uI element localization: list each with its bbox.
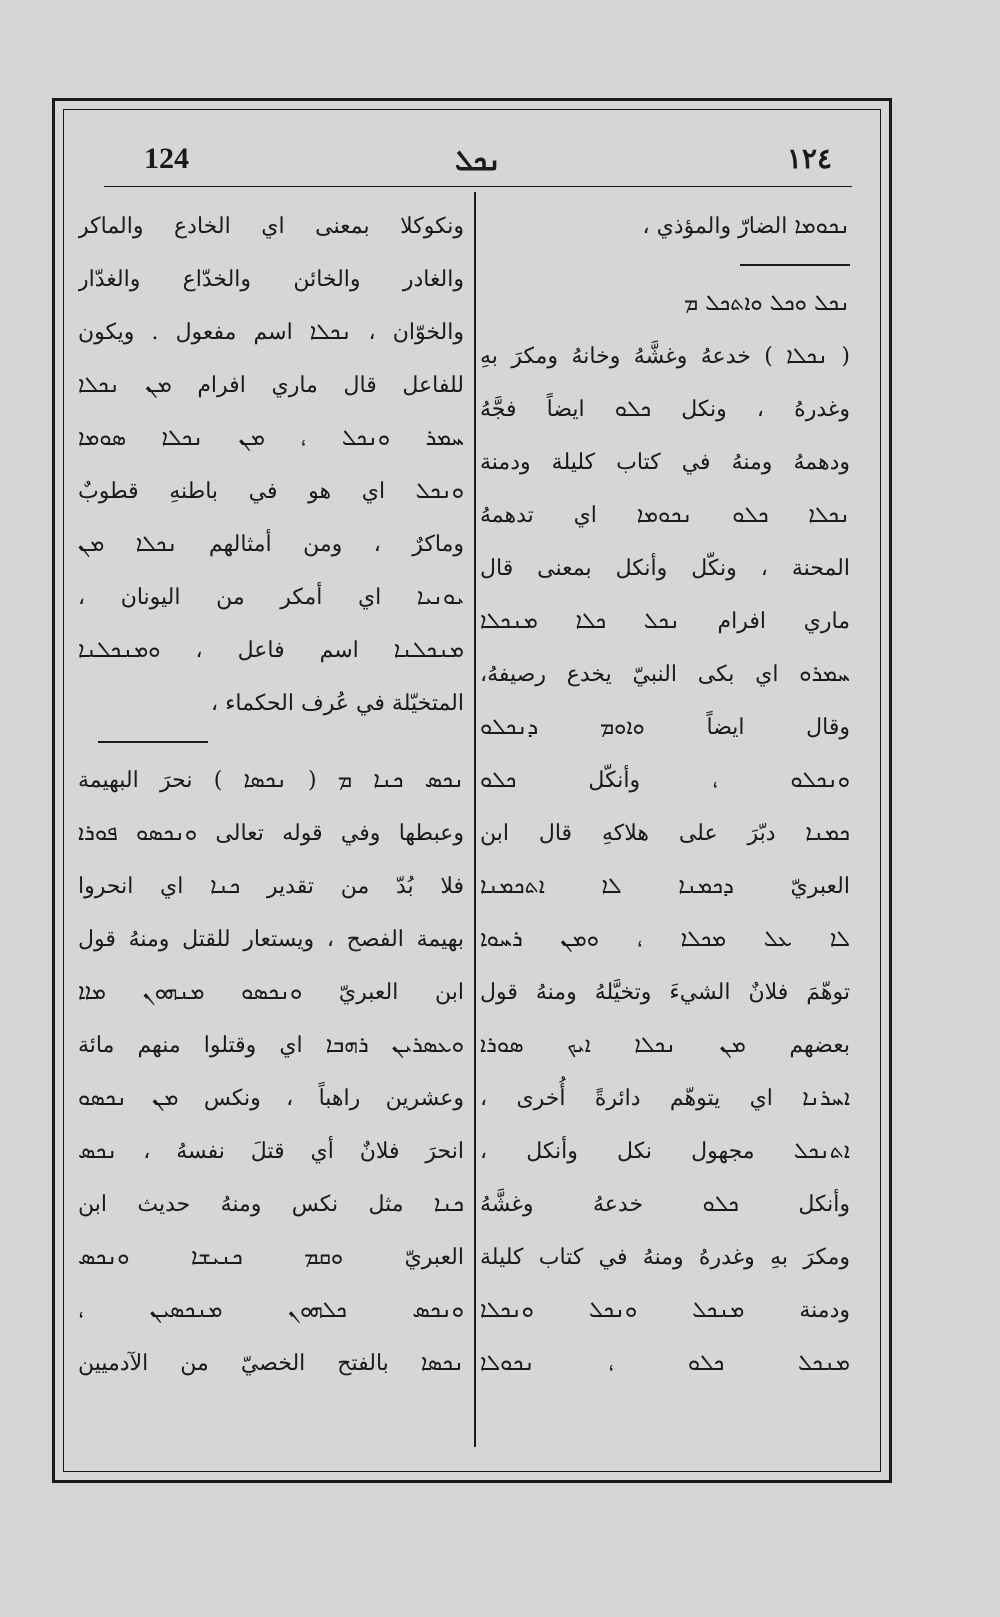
page-number-arabic: ١٢٤	[786, 142, 832, 175]
text-line: ܘܢܟܠܘ ، وأنكّل ܟܠܘ	[480, 768, 850, 793]
text-line: وغدرهُ ، ونكل ܟܠܘ ايضاً فجَّهُ	[480, 397, 850, 422]
text-line: ܡܢܟܠܢܐ اسم فاعل ، ܘܡܢܟܠܢܐ	[78, 638, 464, 663]
text-line: انحرَ فلانٌ أي قتلَ نفسهُ ، ܢܟܣ	[78, 1139, 464, 1164]
left-column	[78, 200, 464, 1447]
page-frame-inner	[63, 109, 881, 1472]
column-divider	[474, 192, 476, 1447]
text-line: ܐܚܪܢܐ اي يتوهّم دائرةً أُخرى ،	[480, 1086, 850, 1111]
text-line: فلا بُدّ من تقدير ܟܢܐ اي انحروا	[78, 874, 464, 899]
text-line: ومكرَ بهِ وغدرهُ ومنهُ في كتاب كليلة	[480, 1245, 850, 1270]
text-line: ܝܘܢܝܐ اي أمكر من اليونان ،	[78, 585, 464, 610]
text-line: ܢܟܣܐ بالفتح الخصيّ من الآدميين	[78, 1351, 464, 1376]
text-line: ܢܟܘܡܐ الضارّ والمؤذي ،	[642, 214, 850, 239]
text-line: ܟܢܐ مثل نكس ومنهُ حديث ابن	[78, 1192, 464, 1217]
text-line: ܠܐ ܥܠ ܡܟܠܐ ، ܘܡܢ ܪܚܘܐ	[480, 927, 850, 952]
entry-headword-line: ܢܟܠ ܘܟܠ ܘܐܬܟܠ ܡ	[683, 291, 850, 316]
text-line: ودمنة ܡܢܟܠ ܘܢܟܠ ܘܢܟܠܐ	[480, 1298, 850, 1323]
page-frame	[52, 98, 892, 1483]
text-line: وأنكل ܟܠܘ خدعهُ وغشَّهُ	[480, 1192, 850, 1217]
text-line: ܐܬܢܟܠ مجهول نكل وأنكل ،	[480, 1139, 850, 1164]
text-line: وعبطها وفي قوله تعالى ܘܢܟܣܘ ܦܘܪܐ	[78, 821, 464, 846]
text-line: توهّمَ فلانٌ الشيءَ وتخيَّلهُ ومنهُ قول	[480, 980, 850, 1005]
page-number-latin: 124	[144, 142, 189, 175]
text-line: والخوّان ، ܢܟܠܐ اسم مفعول . ويكون	[78, 320, 464, 345]
text-line: ܡܢܟܠ ܟܠܘ ، ܢܟܘܠܐ	[480, 1351, 850, 1376]
text-line: والغادر والخائن والخدّاع والغدّار	[78, 267, 464, 292]
text-line: ܟܡܢܐ دبّرَ على هلاكهِ قال ابن	[480, 821, 850, 846]
text-line: وماكرٌ ، ومن أمثالهم ܢܟܠܐ ܡܢ	[78, 532, 464, 557]
text-line: ܘܥܣܪܝܢ ܪܗܒܐ اي وقتلوا منهم مائة	[78, 1033, 464, 1058]
right-column	[480, 200, 850, 1447]
entry-headword-line: ܢܟܣ ܟܢܐ ܡ ( ܢܟܣܐ ) نحرَ البهيمة	[78, 768, 464, 793]
section-rule	[78, 730, 464, 754]
text-line: بهيمة الفصح ، ويستعار للقتل ومنهُ قول	[78, 927, 464, 952]
section-rule	[480, 253, 850, 277]
text-line: ܘܢܟܠ اي هو في باطنهِ قطوبٌ	[78, 479, 464, 504]
text-line: العبريّ ܕܟܡܢܐ ܠܐ ܐܬܟܡܢܐ	[480, 874, 850, 899]
text-line: ( ܢܟܠܐ ) خدعهُ وغشَّهُ وخانهُ ومكرَ بهِ	[480, 344, 850, 369]
text-line: ܢܟܠܐ ܟܠܘ ܢܟܘܡܐ اي تدهمهُ	[480, 503, 850, 528]
page-header	[104, 142, 852, 187]
text-line: وعشرين راهباً ، ونكس ܡܢ ܢܟܣܘ	[78, 1086, 464, 1111]
text-line: ونكوكلا بمعنى اي الخادع والماكر	[78, 214, 464, 239]
text-line: للفاعل قال ماري افرام ܡܢ ܢܟܠܐ	[78, 373, 464, 398]
text-line: ودهمهُ ومنهُ في كتاب كليلة ودمنة	[480, 450, 850, 475]
text-line: ماري افرام ܢܟܠ ܟܠܐ ܡܢܟܠܐ	[480, 609, 850, 634]
text-line: ܚܡܪܘ اي بكى النبيّ يخدع رصيفهُ،	[480, 662, 850, 687]
text-line: وقال ايضاً ܘܐܘܡ ܕܢܟܠܘ	[480, 715, 850, 740]
text-line: ܘܢܟܣ ܟܠܗܘܢ ܡܢܟܣܝܢ ،	[78, 1298, 464, 1323]
text-line: بعضهم ܡܢ ܢܟܠܐ ܐܝܟ ܣܘܪܐ	[480, 1033, 850, 1058]
text-line: المتخيّلة في عُرف الحكماء ،	[210, 691, 464, 716]
running-head-word: ܢܟܠ	[455, 144, 501, 177]
text-line: العبريّ ܘܩܡ ܟܢܝܫܐ ܘܢܟܣ	[78, 1245, 464, 1270]
text-line: ابن العبريّ ܘܢܟܣܘ ܡܢܗܘܢ ܡܐܐ	[78, 980, 464, 1005]
text-line: ܚܡܪ ܘܢܟܠ ، ܡܢ ܢܟܠܐ ܣܘܡܐ	[78, 426, 464, 451]
text-line: المحنة ، ونكّل وأنكل بمعنى قال	[480, 556, 850, 581]
